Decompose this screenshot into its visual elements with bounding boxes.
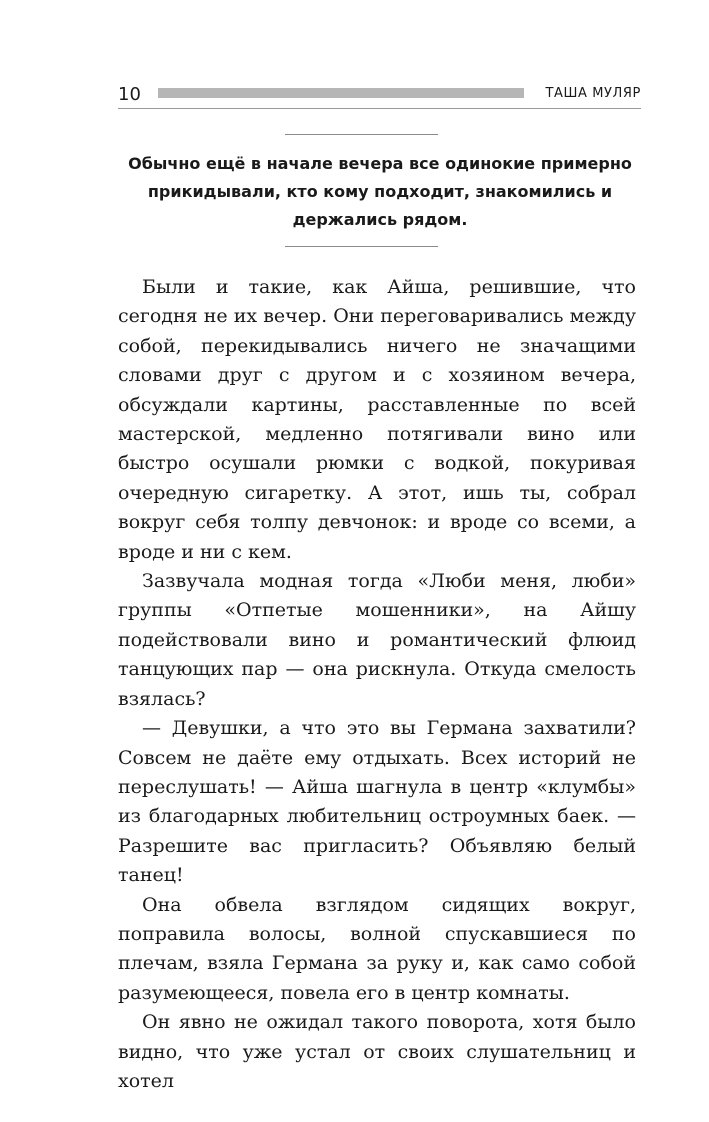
running-header [118,80,641,110]
epigraph: Обычно ещё в начале вечера все одинокие примерно прикидывали, кто кому подходит, знакомились и держались рядом. [128,154,632,229]
header-rule [118,108,641,109]
epigraph-bottom-rule [285,246,438,247]
epigraph-top-rule [285,134,438,135]
paragraph: Зазвучала модная тогда «Люби меня, люби» группы «Отпетые мошенники», на Айшу подействовали вино и романтический флюид танцующих пар — она рискнула. Откуда смелость взялась? [118,570,636,710]
body-text [118,273,636,1096]
paragraph: Были и такие, как Айша, решившие, что сегодня не их вечер. Они переговаривались между собой, перекидывались ничего не значащими словами друг с другом и с хозяином вечера, обсуждали картины, расставленные по всей мастерской, медленно потягивали вино или быстро осушали рюмки с водкой, покуривая очередную сигаретку. А этот, ишь ты, собрал вокруг себя толпу девчонок: и вроде со всеми, а вроде и ни с кем. [118,276,636,563]
header-decorative-bar [158,88,524,98]
paragraph: Она обвела взглядом сидящих вокруг, поправила волосы, волной спускавшиеся по плечам, взяла Германа за руку и, как само собой разумеющееся, повела его в центр комнаты. [118,893,636,1004]
running-head-author: ТАША МУЛЯР [545,86,641,101]
page-number: 10 [118,84,141,105]
paragraph: — Девушки, а что это вы Германа захватили? Совсем не даёте ему отдыхать. Всех историй не переслушать! — Айша шагнула в центр «клумбы» из благодарных любительниц остроумных баек. — Разрешите вас пригласить? Объявляю белый танец! [118,717,636,887]
paragraph: Он явно не ожидал такого поворота, хотя было видно, что уже устал от своих слушательниц и хотел [118,1011,636,1092]
